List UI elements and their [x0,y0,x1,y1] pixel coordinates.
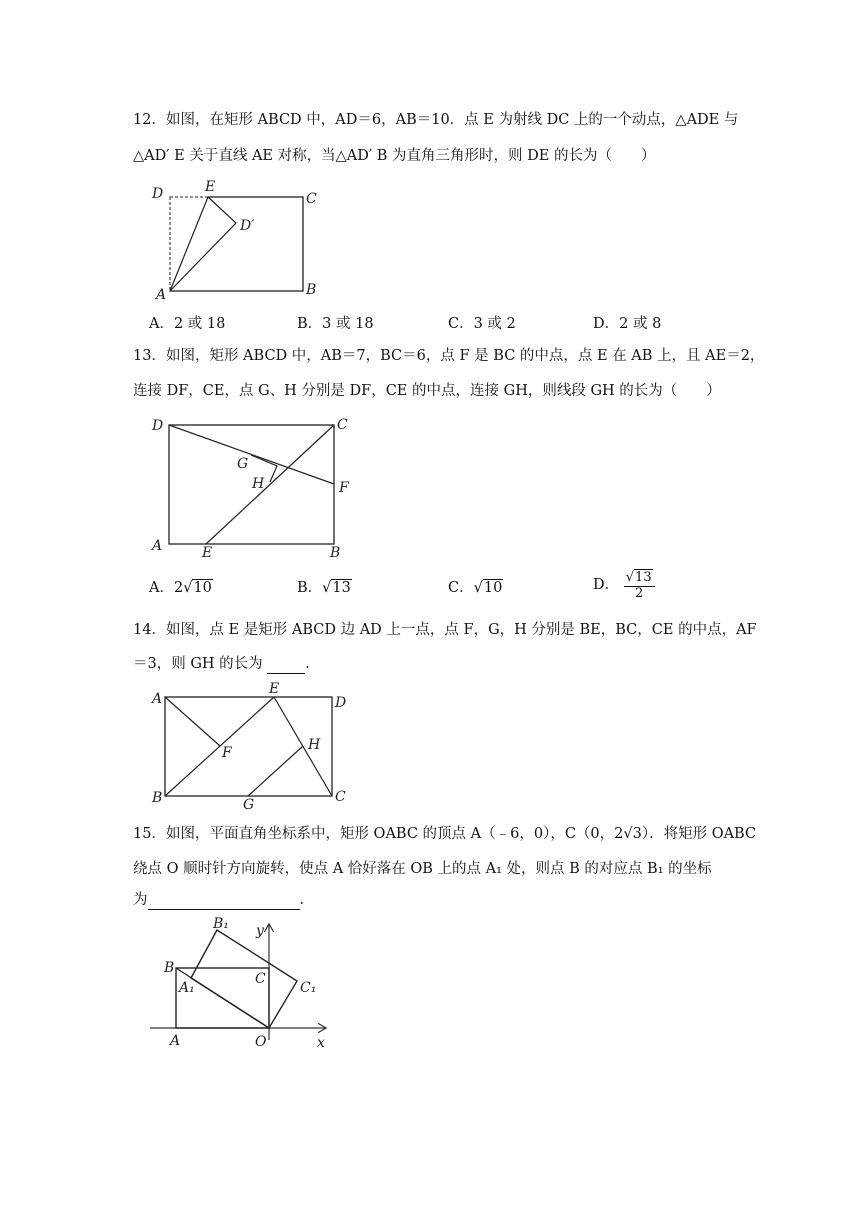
q15-label-a1: A₁ [179,980,195,996]
q12-label-c: C [306,191,317,207]
q14-label-a: A [152,691,163,707]
q15-label-b: B [164,960,175,976]
q13-option-d-denominator: 2 [635,586,644,601]
q14-label-h: H [308,737,321,753]
q13-option-d-prefix: D． [593,577,620,593]
q15-figure [145,908,345,1053]
q12-figure [145,178,325,302]
q12-segment-ae [170,197,208,291]
q12-label-a: A [156,287,167,302]
q14-figure [145,680,355,810]
q12-segment-ed-a [170,197,236,291]
q13-segment-ce [206,425,334,544]
q13-option-d-radicand: 13 [635,570,652,585]
q13-option-c-prefix: C． [448,580,474,596]
q14-label-c: C [335,789,346,805]
q12-line1: 12．如图，在矩形 ABCD 中，AD＝6，AB＝10．点 E 为射线 DC 上的一个动点，△ADE 与 [133,112,739,128]
q13-option-d-fraction: $\frac{√13}{2}$ [624,569,655,601]
q12-rectangle [170,197,303,291]
q13-option-d [593,569,655,601]
q14-line2 [133,654,320,674]
q15-label-o: O [255,1034,267,1050]
q13-option-c: C．√10 [448,580,503,596]
q14-rectangle [165,697,332,796]
q15-line1: 15．如图，平面直角坐标系中，矩形 OABC 的顶点 A（﹣6，0），C（0，2√3）．将矩形 OABC [133,826,757,842]
q13-figure [145,410,355,560]
q13-label-c: C [337,417,348,433]
q12-option-d: D．2 或 8 [593,316,662,332]
q14-segment-af [165,697,220,746]
q15-line2: 绕点 O 顺时针方向旋转，使点 A 恰好落在 OB 上的点 A₁ 处，则点 B 的对应点 B₁ 的坐标 [133,861,712,877]
q14-line2-prefix: ＝3，则 GH 的长为 [133,656,268,672]
q13-label-b: B [330,545,341,560]
q14-label-g: G [243,797,255,810]
q14-label-b: B [152,790,163,806]
q15-label-a: A [170,1033,181,1049]
q13-label-g: G [237,456,249,472]
q14-label-d: D [335,695,347,711]
q13-option-a-prefix: A．2 [149,580,184,596]
q13-label-f: F [339,480,349,496]
q15-line3 [133,890,314,910]
q12-label-e: E [205,179,216,195]
q12-line2: △AD′ E 关于直线 AE 对称，当△AD′ B 为直角三角形时，则 DE 的长为（ ） [133,148,656,164]
q14-segment-gh [248,746,303,796]
q12-option-a: A．2 或 18 [149,316,226,332]
q15-label-b1: B₁ [213,916,229,932]
q13-label-h: H [252,476,265,492]
q14-line1: 14．如图，点 E 是矩形 ABCD 边 AD 上一点，点 F，G，H 分别是 BE，BC，CE 的中点，AF [133,622,757,638]
q13-option-b-radicand: 13 [332,580,351,596]
q14-label-e: E [269,681,280,697]
q15-rotated-rectangle [191,930,297,1028]
q13-option-b-prefix: B． [297,580,323,596]
q13-label-d: D [152,418,164,434]
q13-option-b: B．√13 [297,580,351,596]
q13-option-a-radicand: 10 [193,580,212,596]
q12-label-dprime: D′ [240,218,255,234]
q12-option-c: C．3 或 2 [448,316,516,332]
q14-answer-blank[interactable] [267,659,305,674]
q12-label-b: B [306,282,317,298]
q13-option-a: A．2√10 [149,580,212,596]
q12-option-b: B．3 或 18 [297,316,374,332]
q15-label-c: C [255,971,266,987]
q14-line2-suffix: ． [305,656,320,672]
q15-line3-prefix: 为 [133,892,148,908]
q13-option-c-radicand: 10 [483,580,503,596]
q15-label-x: x [317,1035,325,1051]
q14-label-f: F [222,745,232,761]
q15-label-y: y [256,923,264,939]
q13-label-a: A [152,538,163,554]
q12-label-d: D [152,186,164,202]
q13-line2: 连接 DF，CE，点 G、H 分别是 DF，CE 的中点，连接 GH，则线段 GH 的长为（ ） [133,383,721,399]
q15-line3-suffix: ． [299,892,314,908]
q15-label-c1: C₁ [300,980,317,996]
q13-label-e: E [202,545,213,560]
q13-line1: 13．如图，矩形 ABCD 中，AB＝7，BC＝6，点 F 是 BC 的中点，点 E 在 AB 上，且 AE＝2， [133,348,765,364]
